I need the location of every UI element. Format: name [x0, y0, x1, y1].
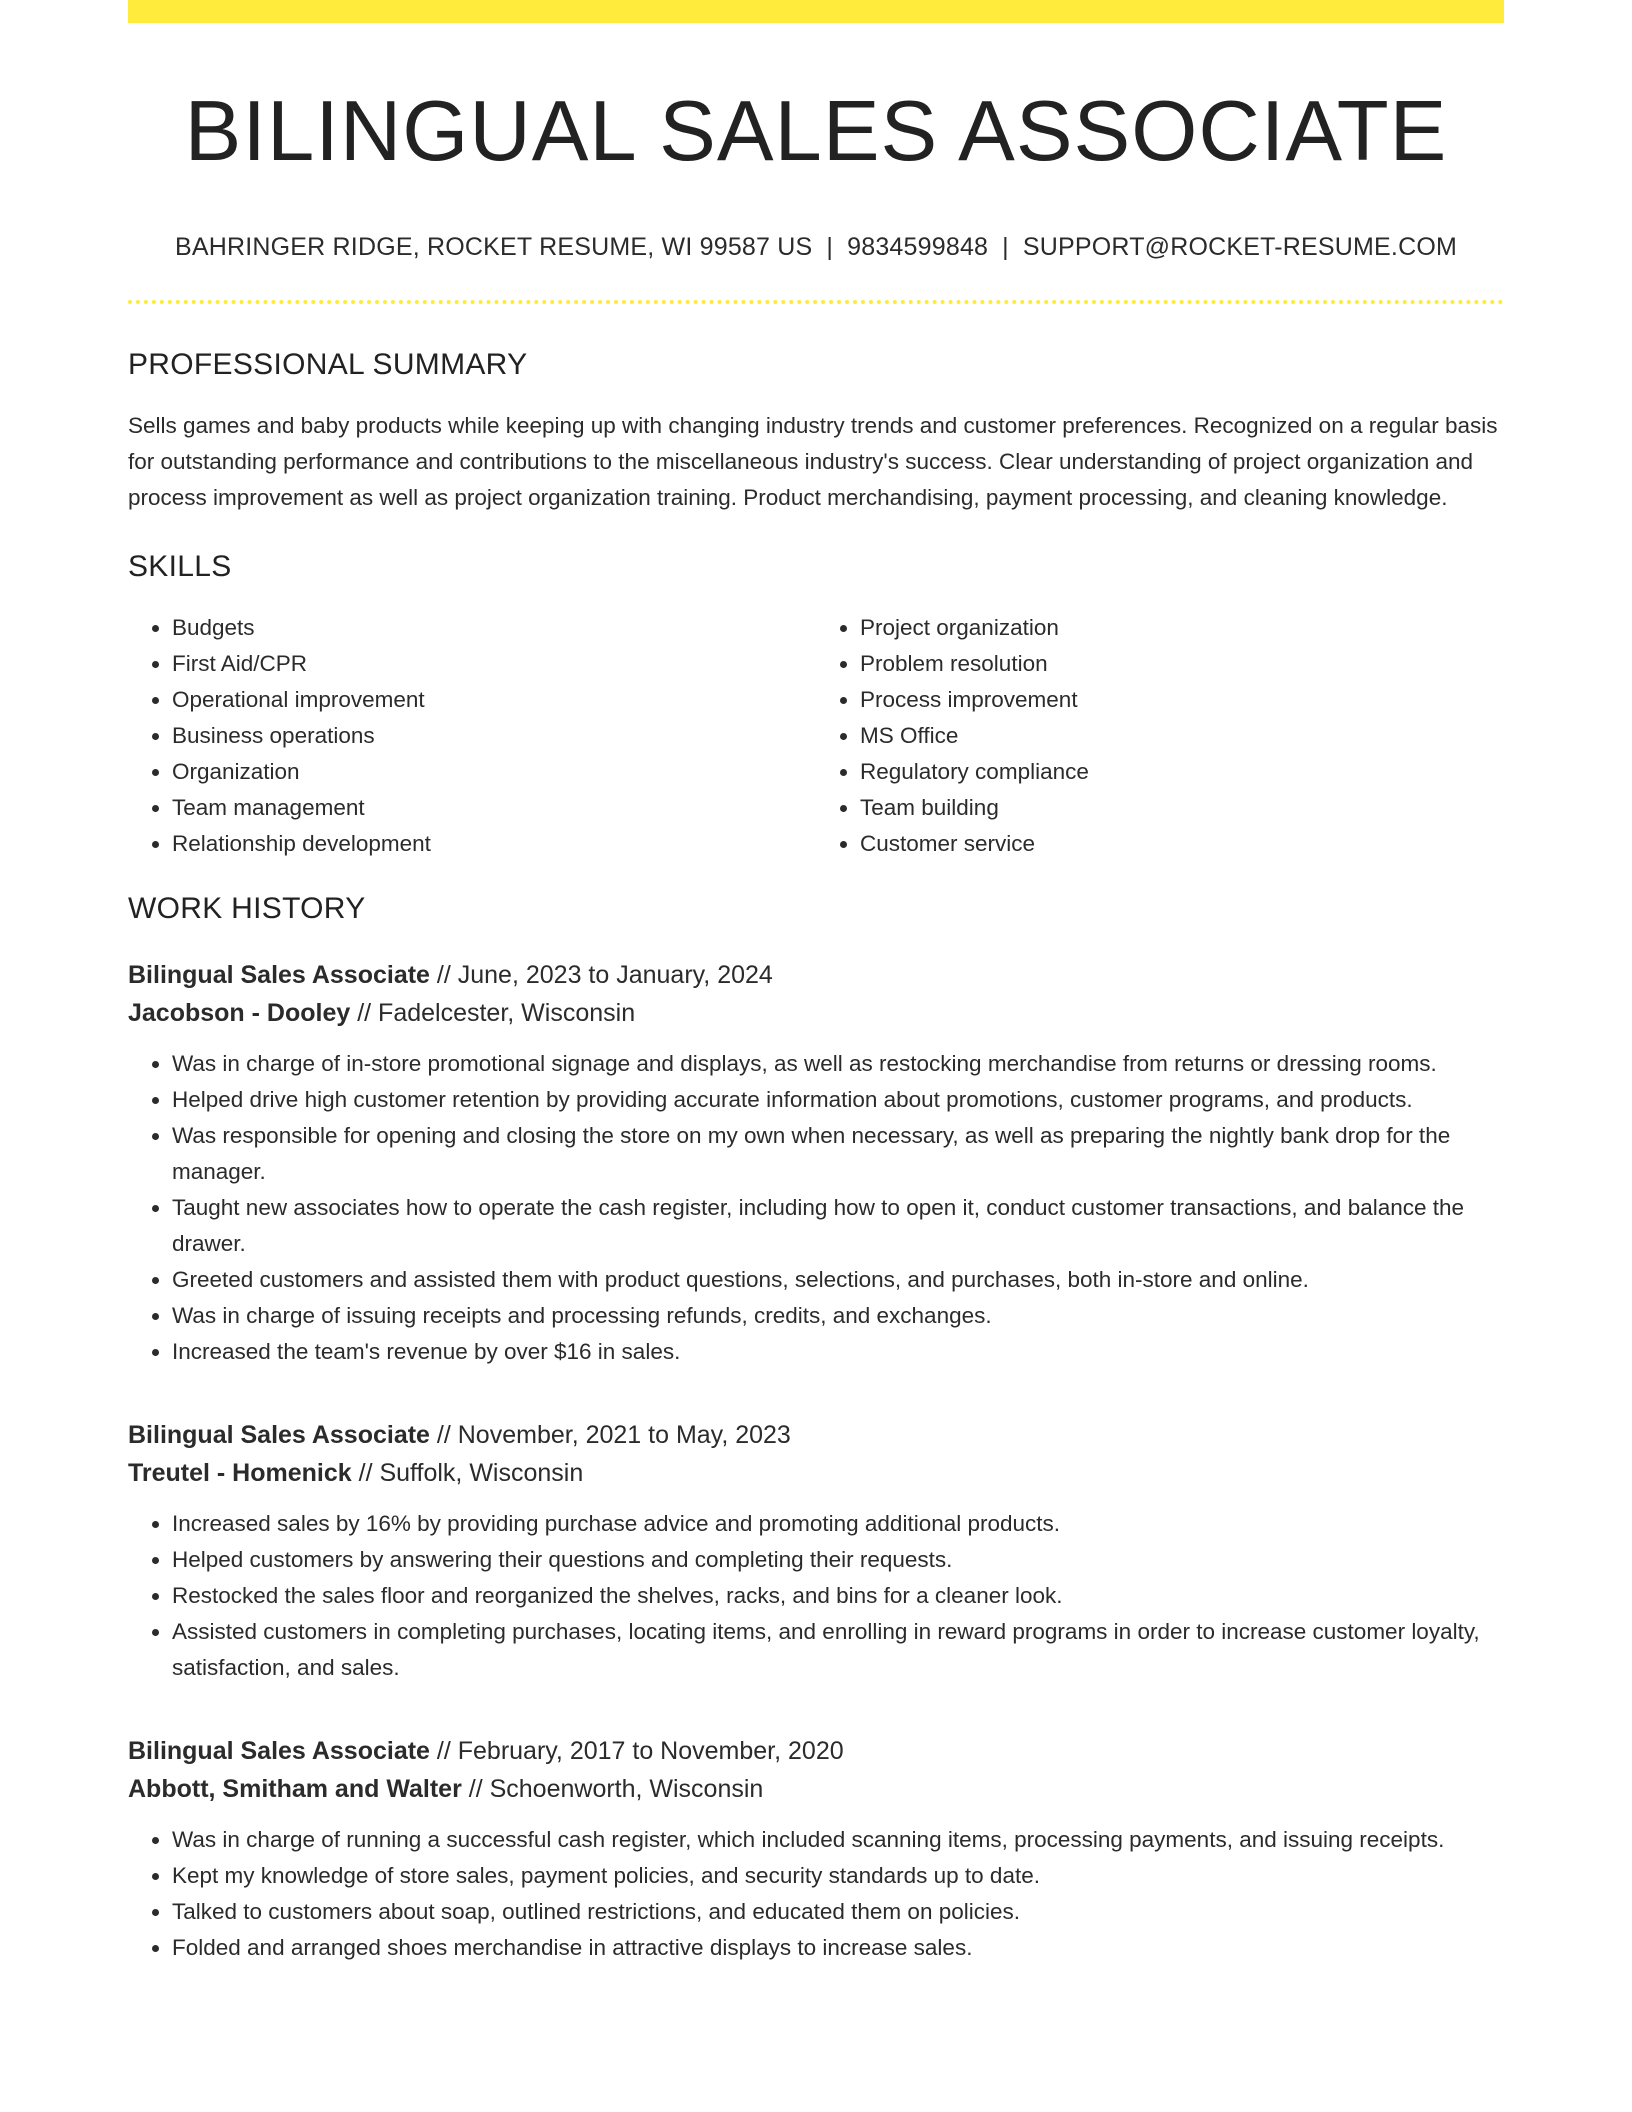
job-bullet: • Taught new associates how to operate the cash register, including how to open it, conduct customer transactions, and balance the drawer.	[172, 1190, 1504, 1262]
skill-item: • First Aid/CPR	[172, 646, 816, 682]
skill-item: • Problem resolution	[860, 646, 1504, 682]
skills-list	[128, 610, 1504, 862]
job-bullet: • Was in charge of running a successful cash register, which included scanning items, processing payments, and issuing receipts.	[172, 1822, 1504, 1858]
job-bullet: • Talked to customers about soap, outlined restrictions, and educated them on policies.	[172, 1894, 1504, 1930]
job-bullet: • Increased the team's revenue by over $16 in sales.	[172, 1334, 1504, 1370]
job-company-line	[128, 1454, 1504, 1492]
skill-item: • Regulatory compliance	[860, 754, 1504, 790]
skills-column-left	[128, 610, 816, 862]
job-bullet: • Increased sales by 16% by providing purchase advice and promoting additional products.	[172, 1506, 1504, 1542]
summary-text: Sells games and baby products while keeping up with changing industry trends and customer preferences. Recognized on a regular basis for outstanding performance and contributions to the miscellaneous industry's success. Clear understanding of project organization and process improvement as well as project organization training. Product merchandising, payment processing, and cleaning knowledge.	[128, 412, 1498, 510]
job-bullets	[128, 1046, 1504, 1370]
job-bullet: • Was in charge of issuing receipts and processing refunds, credits, and exchanges.	[172, 1298, 1504, 1334]
work-history-heading: WORK HISTORY	[128, 891, 366, 925]
job-entry	[128, 1416, 1504, 1686]
job-role: Bilingual Sales Associate	[128, 1420, 430, 1449]
job-location: // Schoenworth, Wisconsin	[461, 1774, 764, 1803]
skill-item: • Operational improvement	[172, 682, 816, 718]
job-bullets	[128, 1506, 1504, 1686]
job-bullet: • Helped customers by answering their questions and completing their requests.	[172, 1542, 1504, 1578]
skills-heading: SKILLS	[128, 549, 232, 583]
job-bullet: • Greeted customers and assisted them with product questions, selections, and purchases, both in-store and online.	[172, 1262, 1504, 1298]
skills-column-right	[816, 610, 1504, 862]
job-location: // Fadelcester, Wisconsin	[350, 998, 636, 1027]
job-role: Bilingual Sales Associate	[128, 960, 430, 989]
job-company-line	[128, 1770, 1504, 1808]
contact-separator: |	[826, 232, 834, 261]
summary-heading: PROFESSIONAL SUMMARY	[128, 347, 528, 381]
job-company: Jacobson - Dooley	[128, 998, 351, 1027]
job-bullet: • Restocked the sales floor and reorganized the shelves, racks, and bins for a cleaner look.	[172, 1578, 1504, 1614]
job-title-line	[128, 1416, 1504, 1454]
job-company: Treutel - Homenick	[128, 1458, 352, 1487]
job-location: // Suffolk, Wisconsin	[351, 1458, 584, 1487]
contact-separator: |	[1002, 232, 1009, 261]
skill-item: • Team management	[172, 790, 816, 826]
job-entry	[128, 956, 1504, 1370]
job-dates: // November, 2021 to May, 2023	[429, 1420, 791, 1449]
resume-page	[128, 0, 1504, 1966]
job-entry	[128, 1732, 1504, 1966]
skill-item: • Customer service	[860, 826, 1504, 862]
contact-address: BAHRINGER RIDGE, ROCKET RESUME, WI 99587 US	[174, 232, 813, 261]
skill-item: • Relationship development	[172, 826, 816, 862]
job-bullet: • Was responsible for opening and closing the store on my own when necessary, as well as preparing the nightly bank drop for the manager.	[172, 1118, 1504, 1190]
job-company: Abbott, Smitham and Walter	[128, 1774, 462, 1803]
top-accent-bar	[128, 0, 1504, 23]
job-bullet: • Was in charge of in-store promotional signage and displays, as well as restocking merchandise from returns or dressing rooms.	[172, 1046, 1504, 1082]
job-company-line	[128, 994, 1504, 1032]
job-title-line	[128, 1732, 1504, 1770]
job-bullets	[128, 1822, 1504, 1966]
skill-item: • Process improvement	[860, 682, 1504, 718]
skill-item: • MS Office	[860, 718, 1504, 754]
skill-item: • Budgets	[172, 610, 816, 646]
job-bullet: • Assisted customers in completing purchases, locating items, and enrolling in reward programs in order to increase customer loyalty, satisfaction, and sales.	[172, 1614, 1504, 1686]
contact-email: SUPPORT@ROCKET-RESUME.COM	[1022, 232, 1458, 261]
job-title-line	[128, 956, 1504, 994]
job-dates: // February, 2017 to November, 2020	[429, 1736, 844, 1765]
contact-line	[128, 233, 1504, 262]
candidate-name: BILINGUAL SALES ASSOCIATE	[184, 84, 1448, 179]
job-bullet: • Folded and arranged shoes merchandise in attractive displays to increase sales.	[172, 1930, 1504, 1966]
skill-item: • Project organization	[860, 610, 1504, 646]
job-dates: // June, 2023 to January, 2024	[429, 960, 773, 989]
contact-phone: 9834599848	[847, 232, 989, 261]
skill-item: • Team building	[860, 790, 1504, 826]
skill-item: • Organization	[172, 754, 816, 790]
job-role: Bilingual Sales Associate	[128, 1736, 430, 1765]
job-bullet: • Helped drive high customer retention by providing accurate information about promotions, customer programs, and products.	[172, 1082, 1504, 1118]
skill-item: • Business operations	[172, 718, 816, 754]
header-divider	[128, 300, 1504, 304]
job-bullet: • Kept my knowledge of store sales, payment policies, and security standards up to date.	[172, 1858, 1504, 1894]
